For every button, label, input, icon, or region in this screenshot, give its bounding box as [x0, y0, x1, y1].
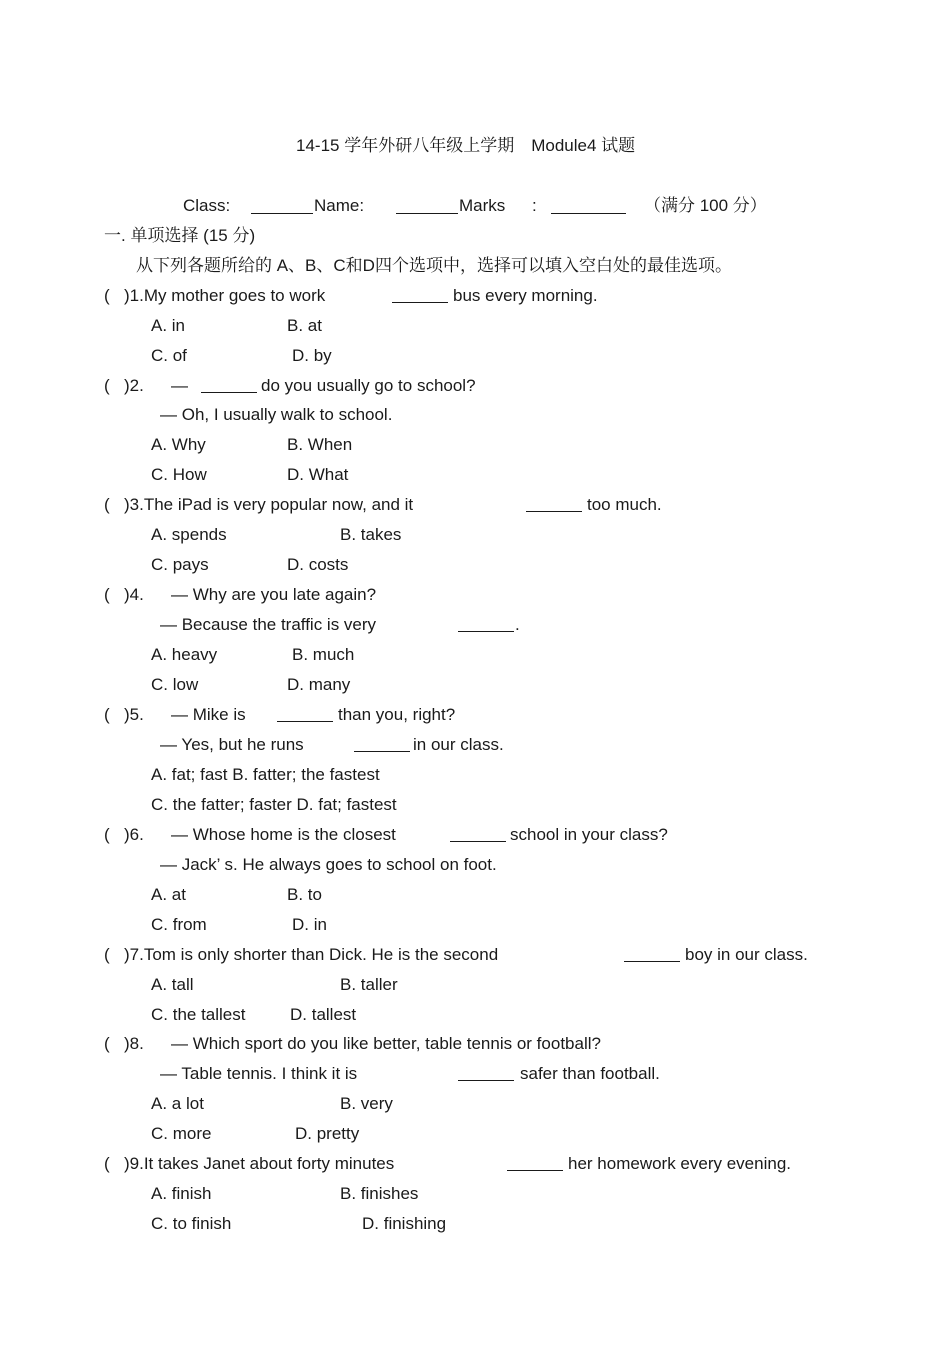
- option[interactable]: D. costs: [287, 555, 349, 574]
- question-number: )8.: [124, 1034, 144, 1053]
- dialog-reply: — Yes, but he runs: [160, 735, 304, 754]
- option[interactable]: C. the tallest: [151, 1005, 246, 1024]
- question-text: in our class.: [413, 735, 504, 754]
- answer-blank[interactable]: [277, 706, 333, 722]
- answer-paren: (: [104, 495, 110, 514]
- class-blank[interactable]: [251, 198, 313, 214]
- answer-blank[interactable]: [354, 736, 410, 752]
- option[interactable]: C. from: [151, 915, 207, 934]
- option[interactable]: A. a lot: [151, 1094, 204, 1113]
- option[interactable]: B. very: [340, 1094, 393, 1113]
- question-text: .: [515, 615, 520, 634]
- question-text: boy in our class.: [685, 945, 808, 964]
- section-heading: 一. 单项选择 (15 分): [104, 226, 256, 245]
- answer-paren: (: [104, 705, 110, 724]
- option[interactable]: A. at: [151, 885, 186, 904]
- option[interactable]: C. How: [151, 465, 207, 484]
- question-text: too much.: [587, 495, 662, 514]
- question-number: )6.: [124, 825, 144, 844]
- question-number: )5.: [124, 705, 144, 724]
- option[interactable]: A. Why: [151, 435, 206, 454]
- answer-paren: (: [104, 585, 110, 604]
- question-text: )7.Tom is only shorter than Dick. He is the second: [124, 945, 499, 964]
- option[interactable]: A. heavy: [151, 645, 218, 664]
- class-label: Class:: [183, 196, 231, 215]
- answer-blank[interactable]: [201, 377, 257, 393]
- dialog-line: — Which sport do you like better, table tennis or football?: [171, 1034, 601, 1053]
- option[interactable]: B. takes: [340, 525, 402, 544]
- option[interactable]: B. to: [287, 885, 322, 904]
- full-score: （满分 100 分）: [644, 196, 767, 215]
- answer-blank[interactable]: [392, 287, 448, 303]
- question-text: )1.My mother goes to work: [124, 286, 326, 305]
- question-text: )9.It takes Janet about forty minutes: [124, 1154, 395, 1173]
- option[interactable]: D. tallest: [290, 1005, 357, 1024]
- option[interactable]: B. taller: [340, 975, 398, 994]
- question-number: )2.: [124, 376, 144, 395]
- dialog-dash: —: [171, 376, 188, 395]
- option[interactable]: D. finishing: [362, 1214, 447, 1233]
- answer-paren: (: [104, 376, 110, 395]
- answer-blank[interactable]: [526, 496, 582, 512]
- dialog-reply: — Because the traffic is very: [160, 615, 377, 634]
- name-label: Name:: [314, 196, 365, 215]
- question-text: bus every morning.: [453, 286, 598, 305]
- answer-paren: (: [104, 1154, 110, 1173]
- answer-blank[interactable]: [624, 946, 680, 962]
- dialog-line: — Whose home is the closest: [171, 825, 396, 844]
- option[interactable]: C. low: [151, 675, 199, 694]
- dialog-line: — Mike is: [171, 705, 246, 724]
- option[interactable]: D. in: [292, 915, 327, 934]
- question-text: than you, right?: [338, 705, 456, 724]
- marks-blank[interactable]: [551, 198, 626, 214]
- name-blank[interactable]: [396, 198, 458, 214]
- answer-paren: (: [104, 825, 110, 844]
- option[interactable]: A. finish: [151, 1184, 212, 1203]
- option[interactable]: D. What: [287, 465, 349, 484]
- answer-paren: (: [104, 286, 110, 305]
- option[interactable]: B. at: [287, 316, 322, 335]
- option[interactable]: C. of: [151, 346, 187, 365]
- option[interactable]: A. spends: [151, 525, 227, 544]
- option[interactable]: B. finishes: [340, 1184, 419, 1203]
- answer-blank[interactable]: [458, 1065, 514, 1081]
- answer-blank[interactable]: [458, 616, 514, 632]
- question-text: school in your class?: [510, 825, 668, 844]
- answer-blank[interactable]: [507, 1155, 563, 1171]
- answer-paren: (: [104, 945, 110, 964]
- option[interactable]: D. by: [292, 346, 332, 365]
- option[interactable]: C. to finish: [151, 1214, 232, 1233]
- question-text: safer than football.: [520, 1064, 660, 1083]
- page-title: 14-15 学年外研八年级上学期 Module4 试题: [296, 136, 636, 155]
- question-text: do you usually go to school?: [261, 376, 476, 395]
- question-number: )4.: [124, 585, 144, 604]
- option[interactable]: B. When: [287, 435, 353, 454]
- option[interactable]: D. many: [287, 675, 351, 694]
- question-text: )3.The iPad is very popular now, and it: [124, 495, 414, 514]
- section-instruction: 从下列各题所给的 A、B、C和D四个选项中，选择可以填入空白处的最佳选项。: [136, 256, 732, 275]
- answer-blank[interactable]: [450, 826, 506, 842]
- dialog-reply: — Table tennis. I think it is: [160, 1064, 358, 1083]
- dialog-reply: — Jack’ s. He always goes to school on foot.: [160, 855, 497, 874]
- option[interactable]: D. pretty: [295, 1124, 360, 1143]
- dialog-line: — Why are you late again?: [171, 585, 377, 604]
- question-text: her homework every evening.: [568, 1154, 792, 1173]
- marks-colon: :: [532, 196, 537, 215]
- marks-label: Marks: [459, 196, 506, 215]
- option[interactable]: C. the fatter; faster D. fat; fastest: [151, 795, 397, 814]
- option[interactable]: C. pays: [151, 555, 209, 574]
- option[interactable]: A. tall: [151, 975, 194, 994]
- option[interactable]: B. much: [292, 645, 355, 664]
- answer-paren: (: [104, 1034, 110, 1053]
- dialog-reply: — Oh, I usually walk to school.: [160, 405, 393, 424]
- option[interactable]: A. in: [151, 316, 186, 335]
- option[interactable]: A. fat; fast B. fatter; the fastest: [151, 765, 380, 784]
- option[interactable]: C. more: [151, 1124, 212, 1143]
